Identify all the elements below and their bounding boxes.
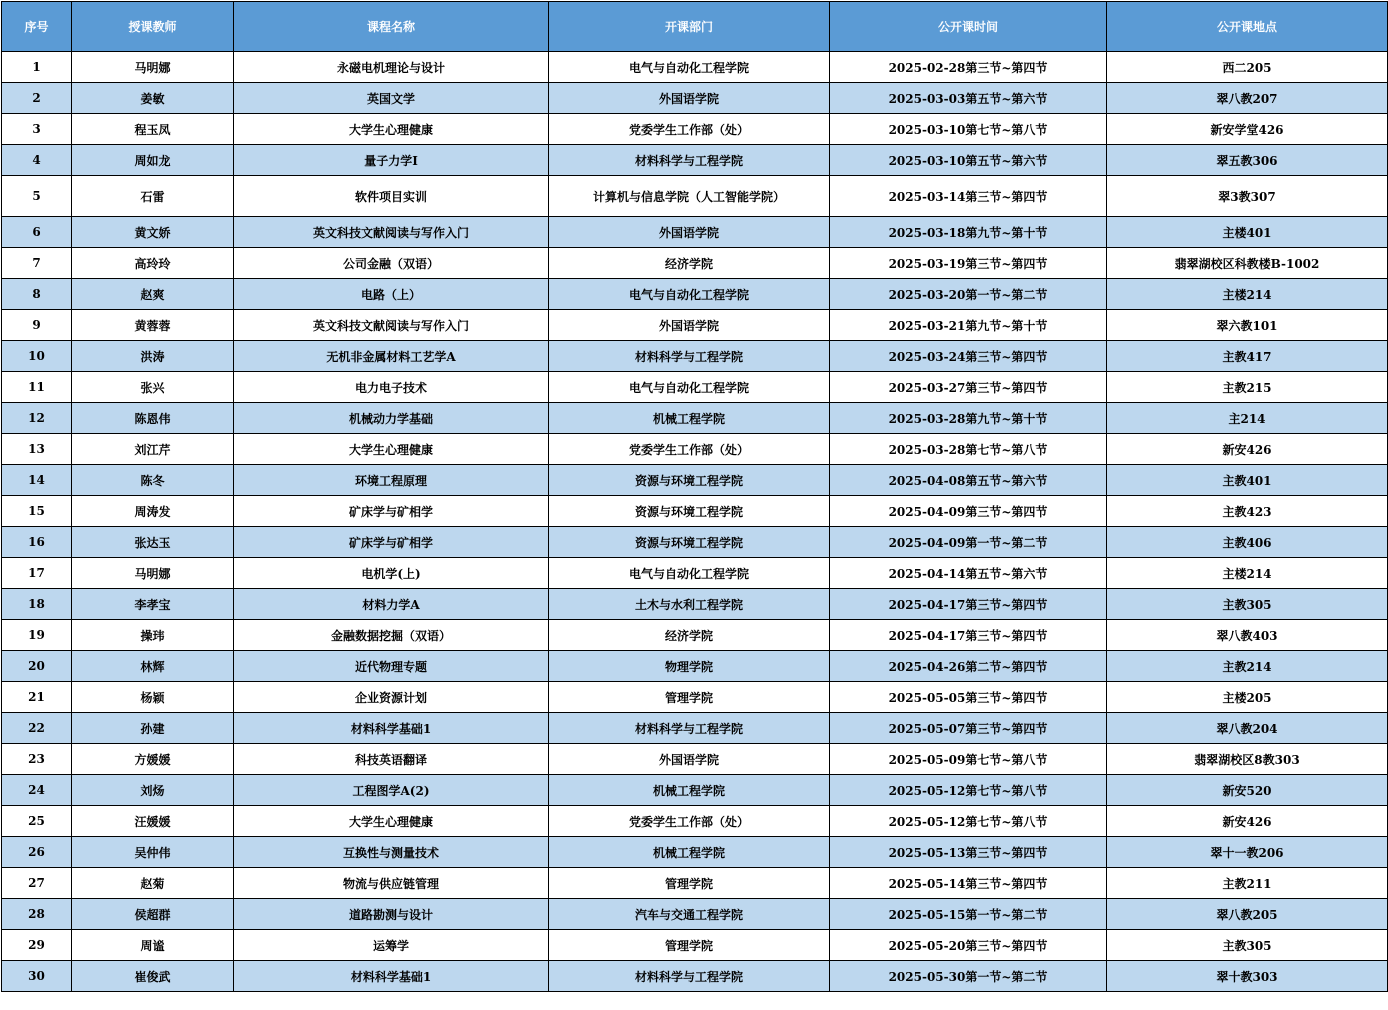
cell-course: 大学生心理健康 xyxy=(234,806,549,837)
cell-index: 28 xyxy=(2,899,72,930)
table-row xyxy=(2,651,1388,682)
cell-course: 机械动力学基础 xyxy=(234,403,549,434)
cell-teacher: 李孝宝 xyxy=(72,589,234,620)
table-row xyxy=(2,372,1388,403)
cell-teacher: 刘江芹 xyxy=(72,434,234,465)
cell-location: 翠八教403 xyxy=(1107,620,1388,651)
cell-index: 6 xyxy=(2,217,72,248)
cell-teacher: 马明娜 xyxy=(72,52,234,83)
cell-course: 大学生心理健康 xyxy=(234,114,549,145)
cell-time: 2025-03-20第一节~第二节 xyxy=(830,279,1107,310)
cell-index: 22 xyxy=(2,713,72,744)
cell-course: 大学生心理健康 xyxy=(234,434,549,465)
cell-teacher: 高玲玲 xyxy=(72,248,234,279)
col-header-index: 序号 xyxy=(2,2,72,52)
table-row xyxy=(2,527,1388,558)
cell-time: 2025-03-14第三节~第四节 xyxy=(830,176,1107,217)
cell-course: 英文科技文献阅读与写作入门 xyxy=(234,217,549,248)
cell-course: 电路（上） xyxy=(234,279,549,310)
cell-department: 外国语学院 xyxy=(549,310,830,341)
col-header-location: 公开课地点 xyxy=(1107,2,1388,52)
cell-department: 资源与环境工程学院 xyxy=(549,527,830,558)
table-body xyxy=(2,52,1388,992)
table-row xyxy=(2,176,1388,217)
cell-index: 18 xyxy=(2,589,72,620)
cell-department: 党委学生工作部（处） xyxy=(549,114,830,145)
header-row xyxy=(2,2,1388,52)
table-row xyxy=(2,341,1388,372)
cell-index: 25 xyxy=(2,806,72,837)
cell-index: 29 xyxy=(2,930,72,961)
cell-index: 20 xyxy=(2,651,72,682)
cell-time: 2025-05-12第七节~第八节 xyxy=(830,775,1107,806)
cell-course: 科技英语翻译 xyxy=(234,744,549,775)
col-header-teacher: 授课教师 xyxy=(72,2,234,52)
cell-teacher: 刘炀 xyxy=(72,775,234,806)
cell-teacher: 石雷 xyxy=(72,176,234,217)
cell-teacher: 黄文娇 xyxy=(72,217,234,248)
cell-time: 2025-03-28第七节~第八节 xyxy=(830,434,1107,465)
cell-teacher: 黄蓉蓉 xyxy=(72,310,234,341)
cell-time: 2025-05-20第三节~第四节 xyxy=(830,930,1107,961)
cell-time: 2025-03-24第三节~第四节 xyxy=(830,341,1107,372)
cell-department: 机械工程学院 xyxy=(549,775,830,806)
cell-time: 2025-05-09第七节~第八节 xyxy=(830,744,1107,775)
cell-location: 新安426 xyxy=(1107,806,1388,837)
cell-teacher: 周如龙 xyxy=(72,145,234,176)
cell-teacher: 吴仲伟 xyxy=(72,837,234,868)
cell-course: 互换性与测量技术 xyxy=(234,837,549,868)
cell-location: 主教211 xyxy=(1107,868,1388,899)
cell-department: 机械工程学院 xyxy=(549,403,830,434)
table-row xyxy=(2,279,1388,310)
table-row xyxy=(2,620,1388,651)
table-row xyxy=(2,837,1388,868)
cell-department: 计算机与信息学院（人工智能学院） xyxy=(549,176,830,217)
cell-course: 工程图学A(2) xyxy=(234,775,549,806)
cell-course: 无机非金属材料工艺学A xyxy=(234,341,549,372)
cell-location: 翡翠湖校区科教楼B-1002 xyxy=(1107,248,1388,279)
table-row xyxy=(2,589,1388,620)
cell-location: 新安426 xyxy=(1107,434,1388,465)
table-row xyxy=(2,682,1388,713)
table-row xyxy=(2,558,1388,589)
cell-course: 电力电子技术 xyxy=(234,372,549,403)
cell-location: 主教423 xyxy=(1107,496,1388,527)
cell-teacher: 马明娜 xyxy=(72,558,234,589)
cell-location: 主214 xyxy=(1107,403,1388,434)
cell-time: 2025-04-14第五节~第六节 xyxy=(830,558,1107,589)
cell-index: 10 xyxy=(2,341,72,372)
cell-time: 2025-04-26第二节~第四节 xyxy=(830,651,1107,682)
table-row xyxy=(2,775,1388,806)
table-row xyxy=(2,403,1388,434)
cell-time: 2025-05-07第三节~第四节 xyxy=(830,713,1107,744)
cell-teacher: 汪媛媛 xyxy=(72,806,234,837)
cell-department: 材料科学与工程学院 xyxy=(549,961,830,992)
cell-index: 5 xyxy=(2,176,72,217)
cell-time: 2025-03-03第五节~第六节 xyxy=(830,83,1107,114)
cell-index: 4 xyxy=(2,145,72,176)
cell-time: 2025-05-14第三节~第四节 xyxy=(830,868,1107,899)
cell-course: 电机学(上) xyxy=(234,558,549,589)
cell-time: 2025-03-21第九节~第十节 xyxy=(830,310,1107,341)
table-row xyxy=(2,806,1388,837)
cell-time: 2025-05-13第三节~第四节 xyxy=(830,837,1107,868)
cell-department: 经济学院 xyxy=(549,620,830,651)
cell-department: 外国语学院 xyxy=(549,744,830,775)
cell-department: 电气与自动化工程学院 xyxy=(549,52,830,83)
table-row xyxy=(2,465,1388,496)
cell-location: 翠3教307 xyxy=(1107,176,1388,217)
cell-department: 物理学院 xyxy=(549,651,830,682)
cell-index: 19 xyxy=(2,620,72,651)
cell-department: 电气与自动化工程学院 xyxy=(549,279,830,310)
cell-index: 26 xyxy=(2,837,72,868)
cell-index: 12 xyxy=(2,403,72,434)
cell-location: 主教214 xyxy=(1107,651,1388,682)
cell-index: 16 xyxy=(2,527,72,558)
cell-location: 新安520 xyxy=(1107,775,1388,806)
cell-location: 翠六教101 xyxy=(1107,310,1388,341)
cell-department: 资源与环境工程学院 xyxy=(549,465,830,496)
table-row xyxy=(2,496,1388,527)
cell-teacher: 姜敏 xyxy=(72,83,234,114)
cell-department: 机械工程学院 xyxy=(549,837,830,868)
table-row xyxy=(2,145,1388,176)
cell-course: 近代物理专题 xyxy=(234,651,549,682)
table-row xyxy=(2,961,1388,992)
cell-course: 英国文学 xyxy=(234,83,549,114)
cell-teacher: 孙建 xyxy=(72,713,234,744)
cell-time: 2025-02-28第三节~第四节 xyxy=(830,52,1107,83)
cell-teacher: 崔俊武 xyxy=(72,961,234,992)
cell-location: 翠十教303 xyxy=(1107,961,1388,992)
col-header-time: 公开课时间 xyxy=(830,2,1107,52)
cell-time: 2025-03-19第三节~第四节 xyxy=(830,248,1107,279)
cell-index: 14 xyxy=(2,465,72,496)
cell-course: 环境工程原理 xyxy=(234,465,549,496)
cell-department: 管理学院 xyxy=(549,868,830,899)
cell-location: 主教305 xyxy=(1107,589,1388,620)
col-header-course: 课程名称 xyxy=(234,2,549,52)
cell-course: 道路勘测与设计 xyxy=(234,899,549,930)
cell-time: 2025-04-09第一节~第二节 xyxy=(830,527,1107,558)
cell-course: 英文科技文献阅读与写作入门 xyxy=(234,310,549,341)
cell-time: 2025-03-18第九节~第十节 xyxy=(830,217,1107,248)
cell-index: 13 xyxy=(2,434,72,465)
cell-location: 主楼401 xyxy=(1107,217,1388,248)
cell-teacher: 赵菊 xyxy=(72,868,234,899)
cell-location: 翡翠湖校区8教303 xyxy=(1107,744,1388,775)
cell-index: 2 xyxy=(2,83,72,114)
cell-department: 外国语学院 xyxy=(549,217,830,248)
cell-location: 主教305 xyxy=(1107,930,1388,961)
cell-teacher: 赵爽 xyxy=(72,279,234,310)
table-row xyxy=(2,899,1388,930)
table-row xyxy=(2,434,1388,465)
cell-teacher: 陈恩伟 xyxy=(72,403,234,434)
cell-time: 2025-04-09第三节~第四节 xyxy=(830,496,1107,527)
cell-course: 材料科学基础1 xyxy=(234,713,549,744)
cell-time: 2025-03-28第九节~第十节 xyxy=(830,403,1107,434)
cell-time: 2025-04-17第三节~第四节 xyxy=(830,589,1107,620)
cell-department: 电气与自动化工程学院 xyxy=(549,558,830,589)
cell-teacher: 侯超群 xyxy=(72,899,234,930)
cell-index: 15 xyxy=(2,496,72,527)
cell-time: 2025-03-10第五节~第六节 xyxy=(830,145,1107,176)
cell-index: 8 xyxy=(2,279,72,310)
cell-time: 2025-05-05第三节~第四节 xyxy=(830,682,1107,713)
cell-location: 翠八教204 xyxy=(1107,713,1388,744)
cell-department: 管理学院 xyxy=(549,930,830,961)
cell-location: 翠八教207 xyxy=(1107,83,1388,114)
cell-department: 土木与水利工程学院 xyxy=(549,589,830,620)
cell-time: 2025-04-17第三节~第四节 xyxy=(830,620,1107,651)
cell-index: 9 xyxy=(2,310,72,341)
cell-department: 经济学院 xyxy=(549,248,830,279)
table-row xyxy=(2,52,1388,83)
cell-time: 2025-03-10第七节~第八节 xyxy=(830,114,1107,145)
cell-course: 物流与供应链管理 xyxy=(234,868,549,899)
cell-department: 外国语学院 xyxy=(549,83,830,114)
cell-index: 11 xyxy=(2,372,72,403)
cell-course: 材料科学基础1 xyxy=(234,961,549,992)
cell-teacher: 张达玉 xyxy=(72,527,234,558)
table-row xyxy=(2,310,1388,341)
cell-time: 2025-05-30第一节~第二节 xyxy=(830,961,1107,992)
cell-location: 主楼205 xyxy=(1107,682,1388,713)
cell-department: 材料科学与工程学院 xyxy=(549,145,830,176)
cell-department: 电气与自动化工程学院 xyxy=(549,372,830,403)
cell-department: 汽车与交通工程学院 xyxy=(549,899,830,930)
cell-department: 资源与环境工程学院 xyxy=(549,496,830,527)
cell-location: 新安学堂426 xyxy=(1107,114,1388,145)
cell-location: 西二205 xyxy=(1107,52,1388,83)
cell-index: 1 xyxy=(2,52,72,83)
cell-teacher: 陈冬 xyxy=(72,465,234,496)
cell-teacher: 洪涛 xyxy=(72,341,234,372)
col-header-department: 开课部门 xyxy=(549,2,830,52)
cell-teacher: 周谧 xyxy=(72,930,234,961)
cell-department: 党委学生工作部（处） xyxy=(549,806,830,837)
cell-course: 软件项目实训 xyxy=(234,176,549,217)
cell-course: 公司金融（双语） xyxy=(234,248,549,279)
cell-teacher: 程玉凤 xyxy=(72,114,234,145)
cell-course: 金融数据挖掘（双语） xyxy=(234,620,549,651)
table-row xyxy=(2,217,1388,248)
cell-index: 7 xyxy=(2,248,72,279)
cell-teacher: 操玮 xyxy=(72,620,234,651)
cell-course: 量子力学I xyxy=(234,145,549,176)
cell-course: 运筹学 xyxy=(234,930,549,961)
cell-teacher: 林辉 xyxy=(72,651,234,682)
cell-index: 30 xyxy=(2,961,72,992)
cell-teacher: 周涛发 xyxy=(72,496,234,527)
cell-course: 永磁电机理论与设计 xyxy=(234,52,549,83)
cell-index: 27 xyxy=(2,868,72,899)
open-class-table xyxy=(1,1,1388,992)
cell-teacher: 杨颖 xyxy=(72,682,234,713)
table-row xyxy=(2,868,1388,899)
table-row xyxy=(2,83,1388,114)
cell-department: 材料科学与工程学院 xyxy=(549,713,830,744)
cell-department: 材料科学与工程学院 xyxy=(549,341,830,372)
table-row xyxy=(2,713,1388,744)
cell-time: 2025-05-12第七节~第八节 xyxy=(830,806,1107,837)
cell-location: 主教406 xyxy=(1107,527,1388,558)
cell-location: 主教215 xyxy=(1107,372,1388,403)
cell-time: 2025-04-08第五节~第六节 xyxy=(830,465,1107,496)
cell-location: 翠八教205 xyxy=(1107,899,1388,930)
cell-department: 党委学生工作部（处） xyxy=(549,434,830,465)
cell-course: 矿床学与矿相学 xyxy=(234,496,549,527)
cell-index: 24 xyxy=(2,775,72,806)
cell-course: 材料力学A xyxy=(234,589,549,620)
cell-course: 企业资源计划 xyxy=(234,682,549,713)
cell-location: 主楼214 xyxy=(1107,279,1388,310)
cell-time: 2025-03-27第三节~第四节 xyxy=(830,372,1107,403)
cell-location: 主教401 xyxy=(1107,465,1388,496)
cell-index: 3 xyxy=(2,114,72,145)
cell-course: 矿床学与矿相学 xyxy=(234,527,549,558)
cell-location: 主教417 xyxy=(1107,341,1388,372)
table-row xyxy=(2,930,1388,961)
cell-location: 翠十一教206 xyxy=(1107,837,1388,868)
cell-time: 2025-05-15第一节~第二节 xyxy=(830,899,1107,930)
table-row xyxy=(2,114,1388,145)
table-row xyxy=(2,744,1388,775)
table-row xyxy=(2,248,1388,279)
cell-teacher: 方媛媛 xyxy=(72,744,234,775)
cell-department: 管理学院 xyxy=(549,682,830,713)
cell-teacher: 张兴 xyxy=(72,372,234,403)
cell-location: 主楼214 xyxy=(1107,558,1388,589)
cell-location: 翠五教306 xyxy=(1107,145,1388,176)
cell-index: 23 xyxy=(2,744,72,775)
cell-index: 21 xyxy=(2,682,72,713)
cell-index: 17 xyxy=(2,558,72,589)
